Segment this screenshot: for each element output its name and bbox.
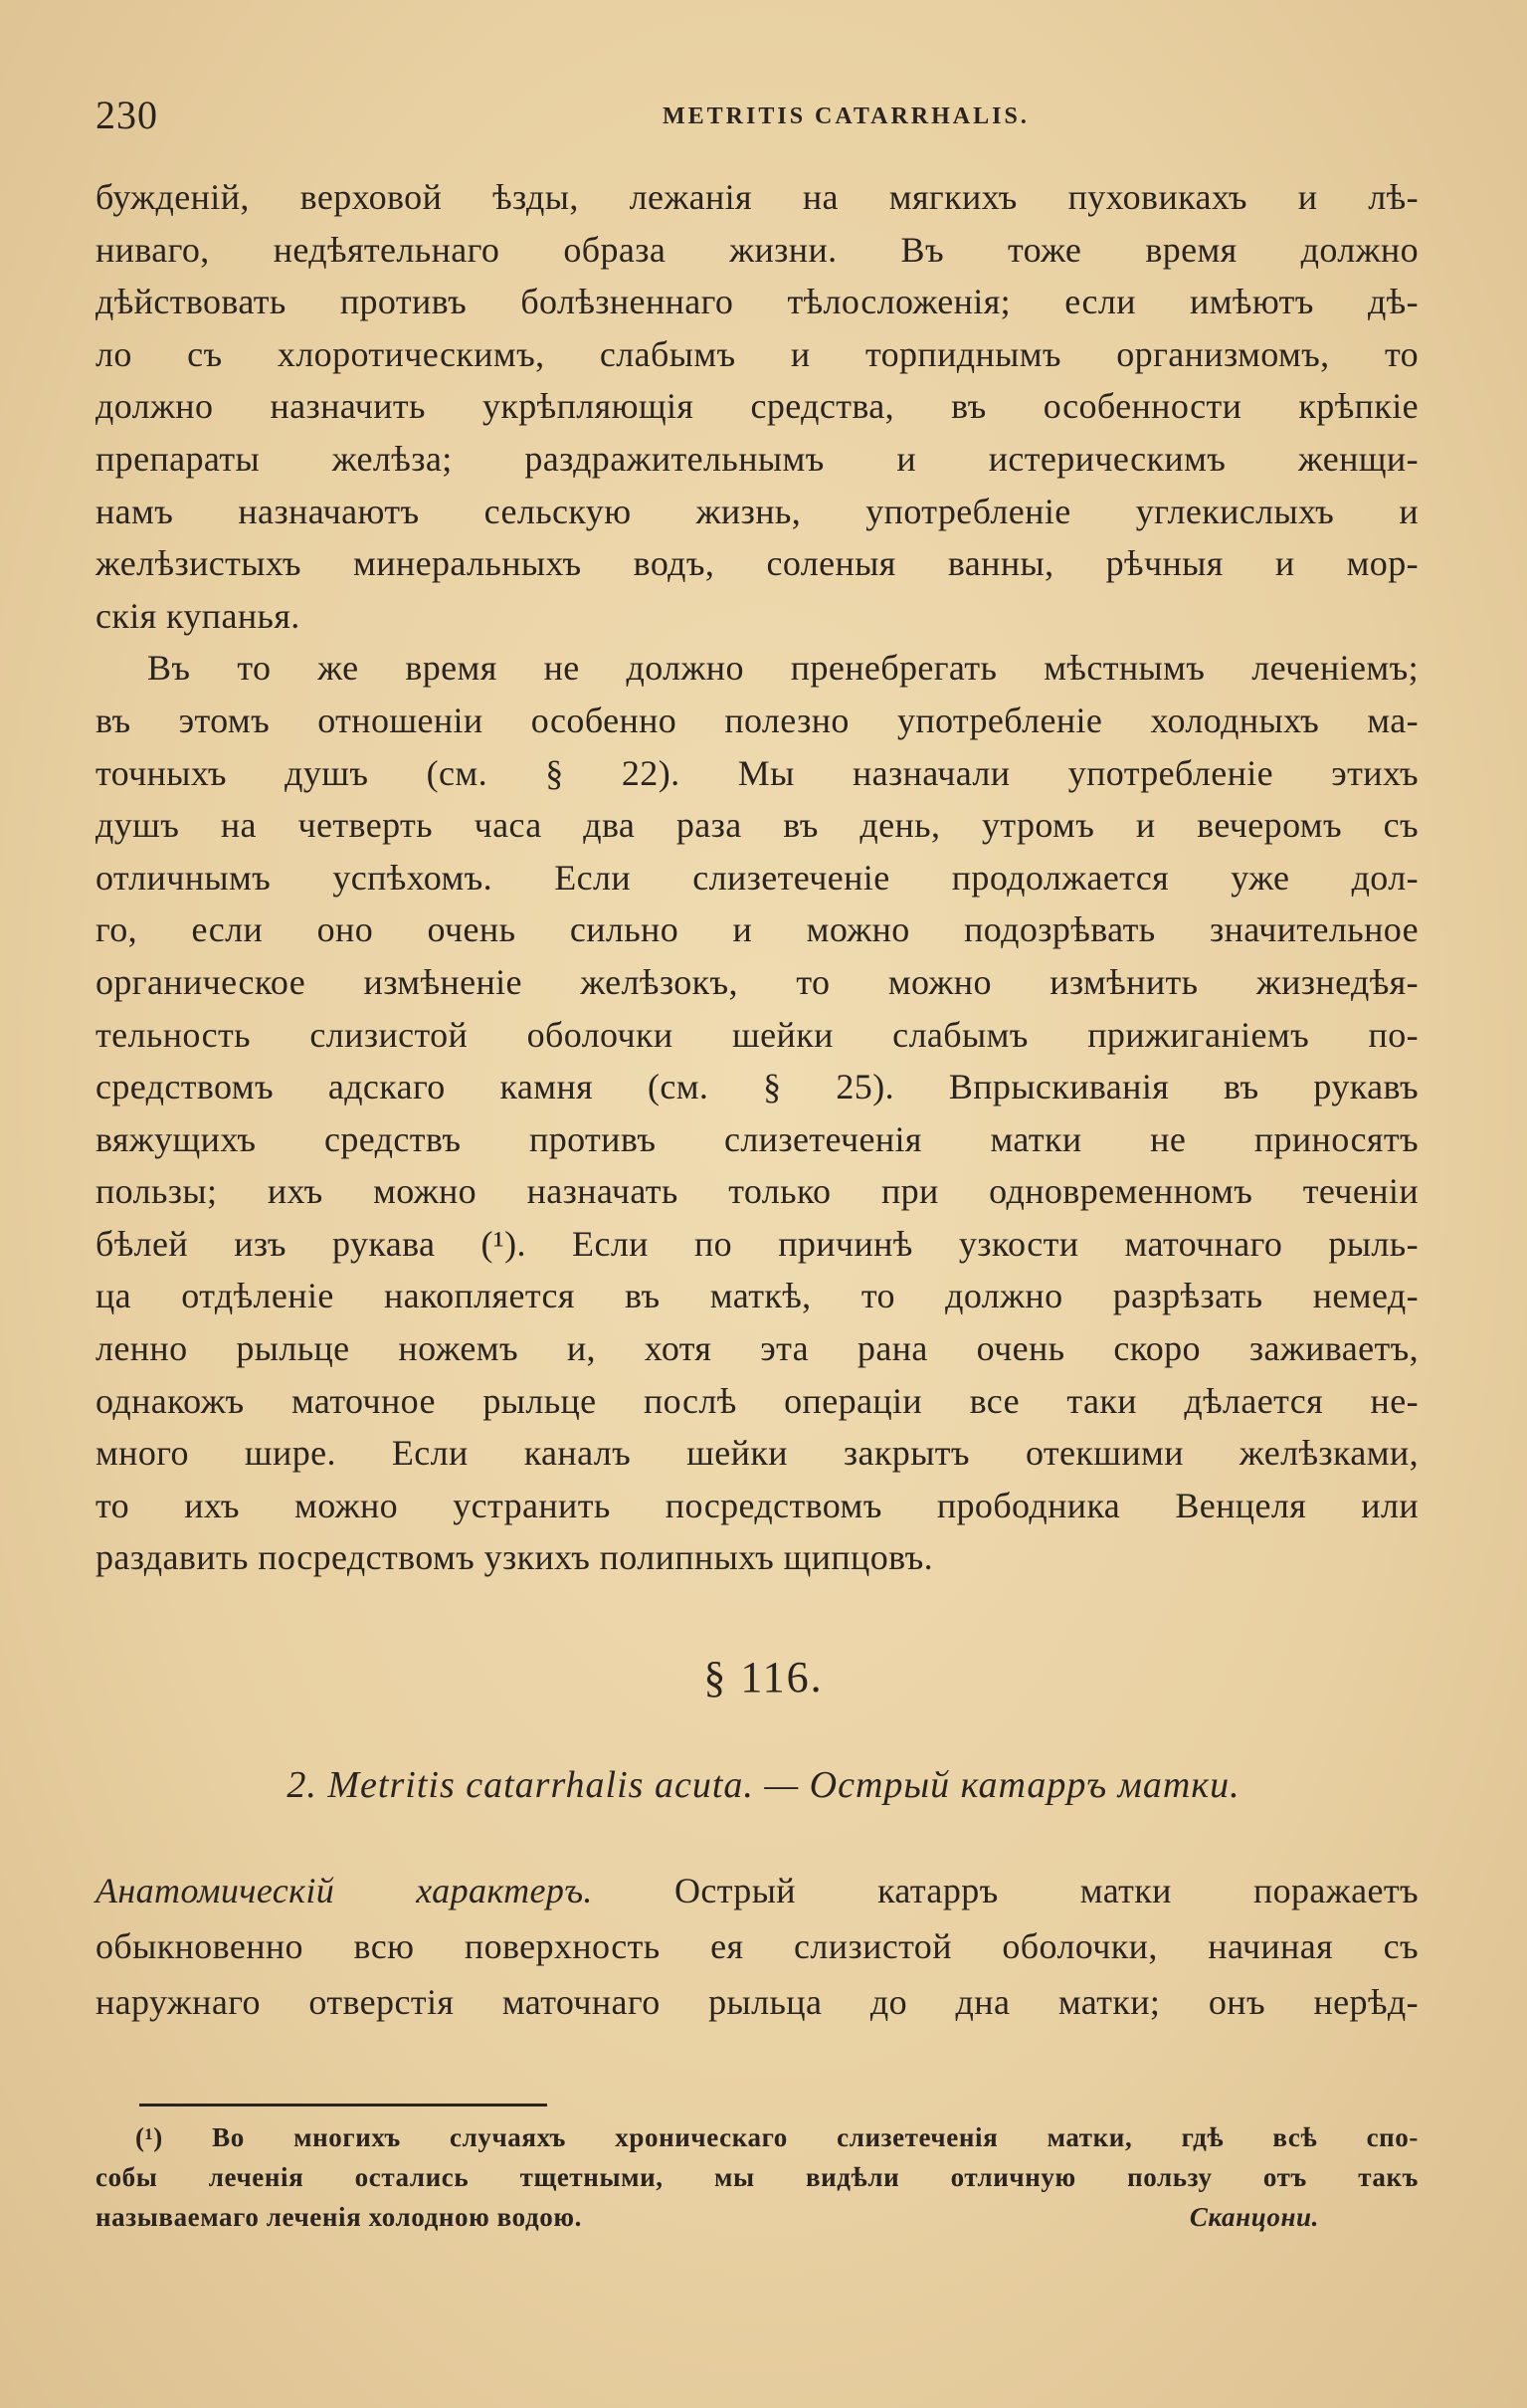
text-line: тельность слизистой оболочки шейки слабымъ прижиганіемъ по- (95, 1014, 1419, 1055)
footnote (95, 2117, 1419, 2237)
main-text (95, 171, 1419, 1584)
text-line: намъ назначаютъ сельскую жизнь, употребленіе углекислыхъ и (95, 491, 1419, 531)
footnote-line: (¹) Во многихъ случаяхъ хроническаго слизетеченія матки, гдѣ всѣ спо- (135, 2122, 1419, 2152)
text-line: желѣзистыхъ минеральныхъ водъ, соленыя ванны, рѣчныя и мор- (95, 543, 1419, 584)
text-line (95, 1863, 1419, 1918)
page-header (95, 92, 1419, 141)
footnote-last-text: называемаго леченія холодною водою. (95, 2202, 582, 2232)
paragraph-1 (95, 171, 1419, 642)
text-line: го, если оно очень сильно и можно подозрѣвать значительное (95, 909, 1419, 950)
text-line: ленно рыльце ножемъ и, хотя эта рана очень скоро заживаетъ, (95, 1328, 1419, 1369)
text-line: раздавить посредствомъ узкихъ полипныхъ щипцовъ. (95, 1537, 934, 1578)
paragraph-2 (95, 642, 1419, 1584)
text-line: ниваго, недѣятельнаго образа жизни. Въ тоже время должно (95, 229, 1419, 270)
text-line: душъ на четверть часа два раза въ день, утромъ и вечеромъ съ (95, 805, 1419, 846)
text-line: точныхъ душъ (см. § 22). Мы назначали употребленіе этихъ (95, 752, 1419, 793)
text-line: ца отдѣленіе накопляется въ маткѣ, то должно разрѣзать немед- (95, 1276, 1419, 1316)
paragraph-3 (95, 1863, 1419, 2030)
text-line: въ этомъ отношеніи особенно полезно употребленіе холодныхъ ма- (95, 700, 1419, 740)
text-line: много шире. Если каналъ шейки закрытъ отекшими желѣзками, (95, 1433, 1419, 1474)
text-line: отличнымъ успѣхомъ. Если слизетеченіе продолжается уже дол- (95, 857, 1419, 898)
text-line: ло съ хлоротическимъ, слабымъ и торпиднымъ организмомъ, то (95, 333, 1419, 374)
text-line: бужденій, верховой ѣзды, лежанія на мягкихъ пуховикахъ и лѣ- (95, 177, 1419, 217)
text-line: средствомъ адскаго камня (см. § 25). Впрыскиванія въ рукавъ (95, 1067, 1419, 1107)
text-line: однакожъ маточное рыльце послѣ операціи все таки дѣлается не- (95, 1380, 1419, 1421)
footnote-signature: Сканцони. (1189, 2202, 1319, 2232)
text-line: препараты желѣза; раздражительнымъ и истерическимъ женщи- (95, 438, 1419, 479)
text-line: Въ то же время не должно пренебрегать мѣстнымъ леченіемъ; (147, 648, 1419, 689)
text-line: наружнаго отверстія маточнаго рыльца до дна матки; онъ нерѣд- (95, 1982, 1419, 2022)
text-line: бѣлей изъ рукава (¹). Если по причинѣ узкости маточнаго рыль- (95, 1223, 1419, 1264)
lead-in-rest: Острый катарръ матки поражаетъ (592, 1871, 1419, 1910)
text-line: скія купанья. (95, 595, 300, 636)
text-line: то ихъ можно устранить посредствомъ прободника Венцеля или (95, 1485, 1419, 1525)
text-line: должно назначить укрѣпляющія средства, въ особенности крѣпкіе (95, 386, 1419, 427)
footnote-divider (139, 2104, 547, 2107)
text-line: пользы; ихъ можно назначать только при одновременномъ теченіи (95, 1171, 1419, 1212)
text-line: дѣйствовать противъ болѣзненнаго тѣлосложенія; если имѣютъ дѣ- (95, 282, 1419, 322)
text-line: вяжущихъ средствъ противъ слизетеченія матки не приносятъ (95, 1118, 1419, 1159)
text-line: органическое измѣненіе желѣзокъ, то можно измѣнить жизнедѣя- (95, 961, 1419, 1002)
footnote-line: собы леченія остались тщетными, мы видѣли отличную пользу отъ такъ (95, 2162, 1419, 2192)
section-number: § 116. (703, 1653, 824, 1702)
running-head: METRITIS CATARRHALIS. (663, 103, 1030, 129)
lead-in-heading: Анатомическій характеръ. (95, 1871, 593, 1910)
footnote-line (95, 2197, 1419, 2237)
page-number: 230 (95, 93, 158, 137)
text-line: обыкновенно всю поверхность ея слизистой оболочки, начиная съ (95, 1926, 1419, 1966)
subsection-title: 2. Metritis catarrhalis acuta. — Острый катарръ матки. (286, 1764, 1241, 1806)
